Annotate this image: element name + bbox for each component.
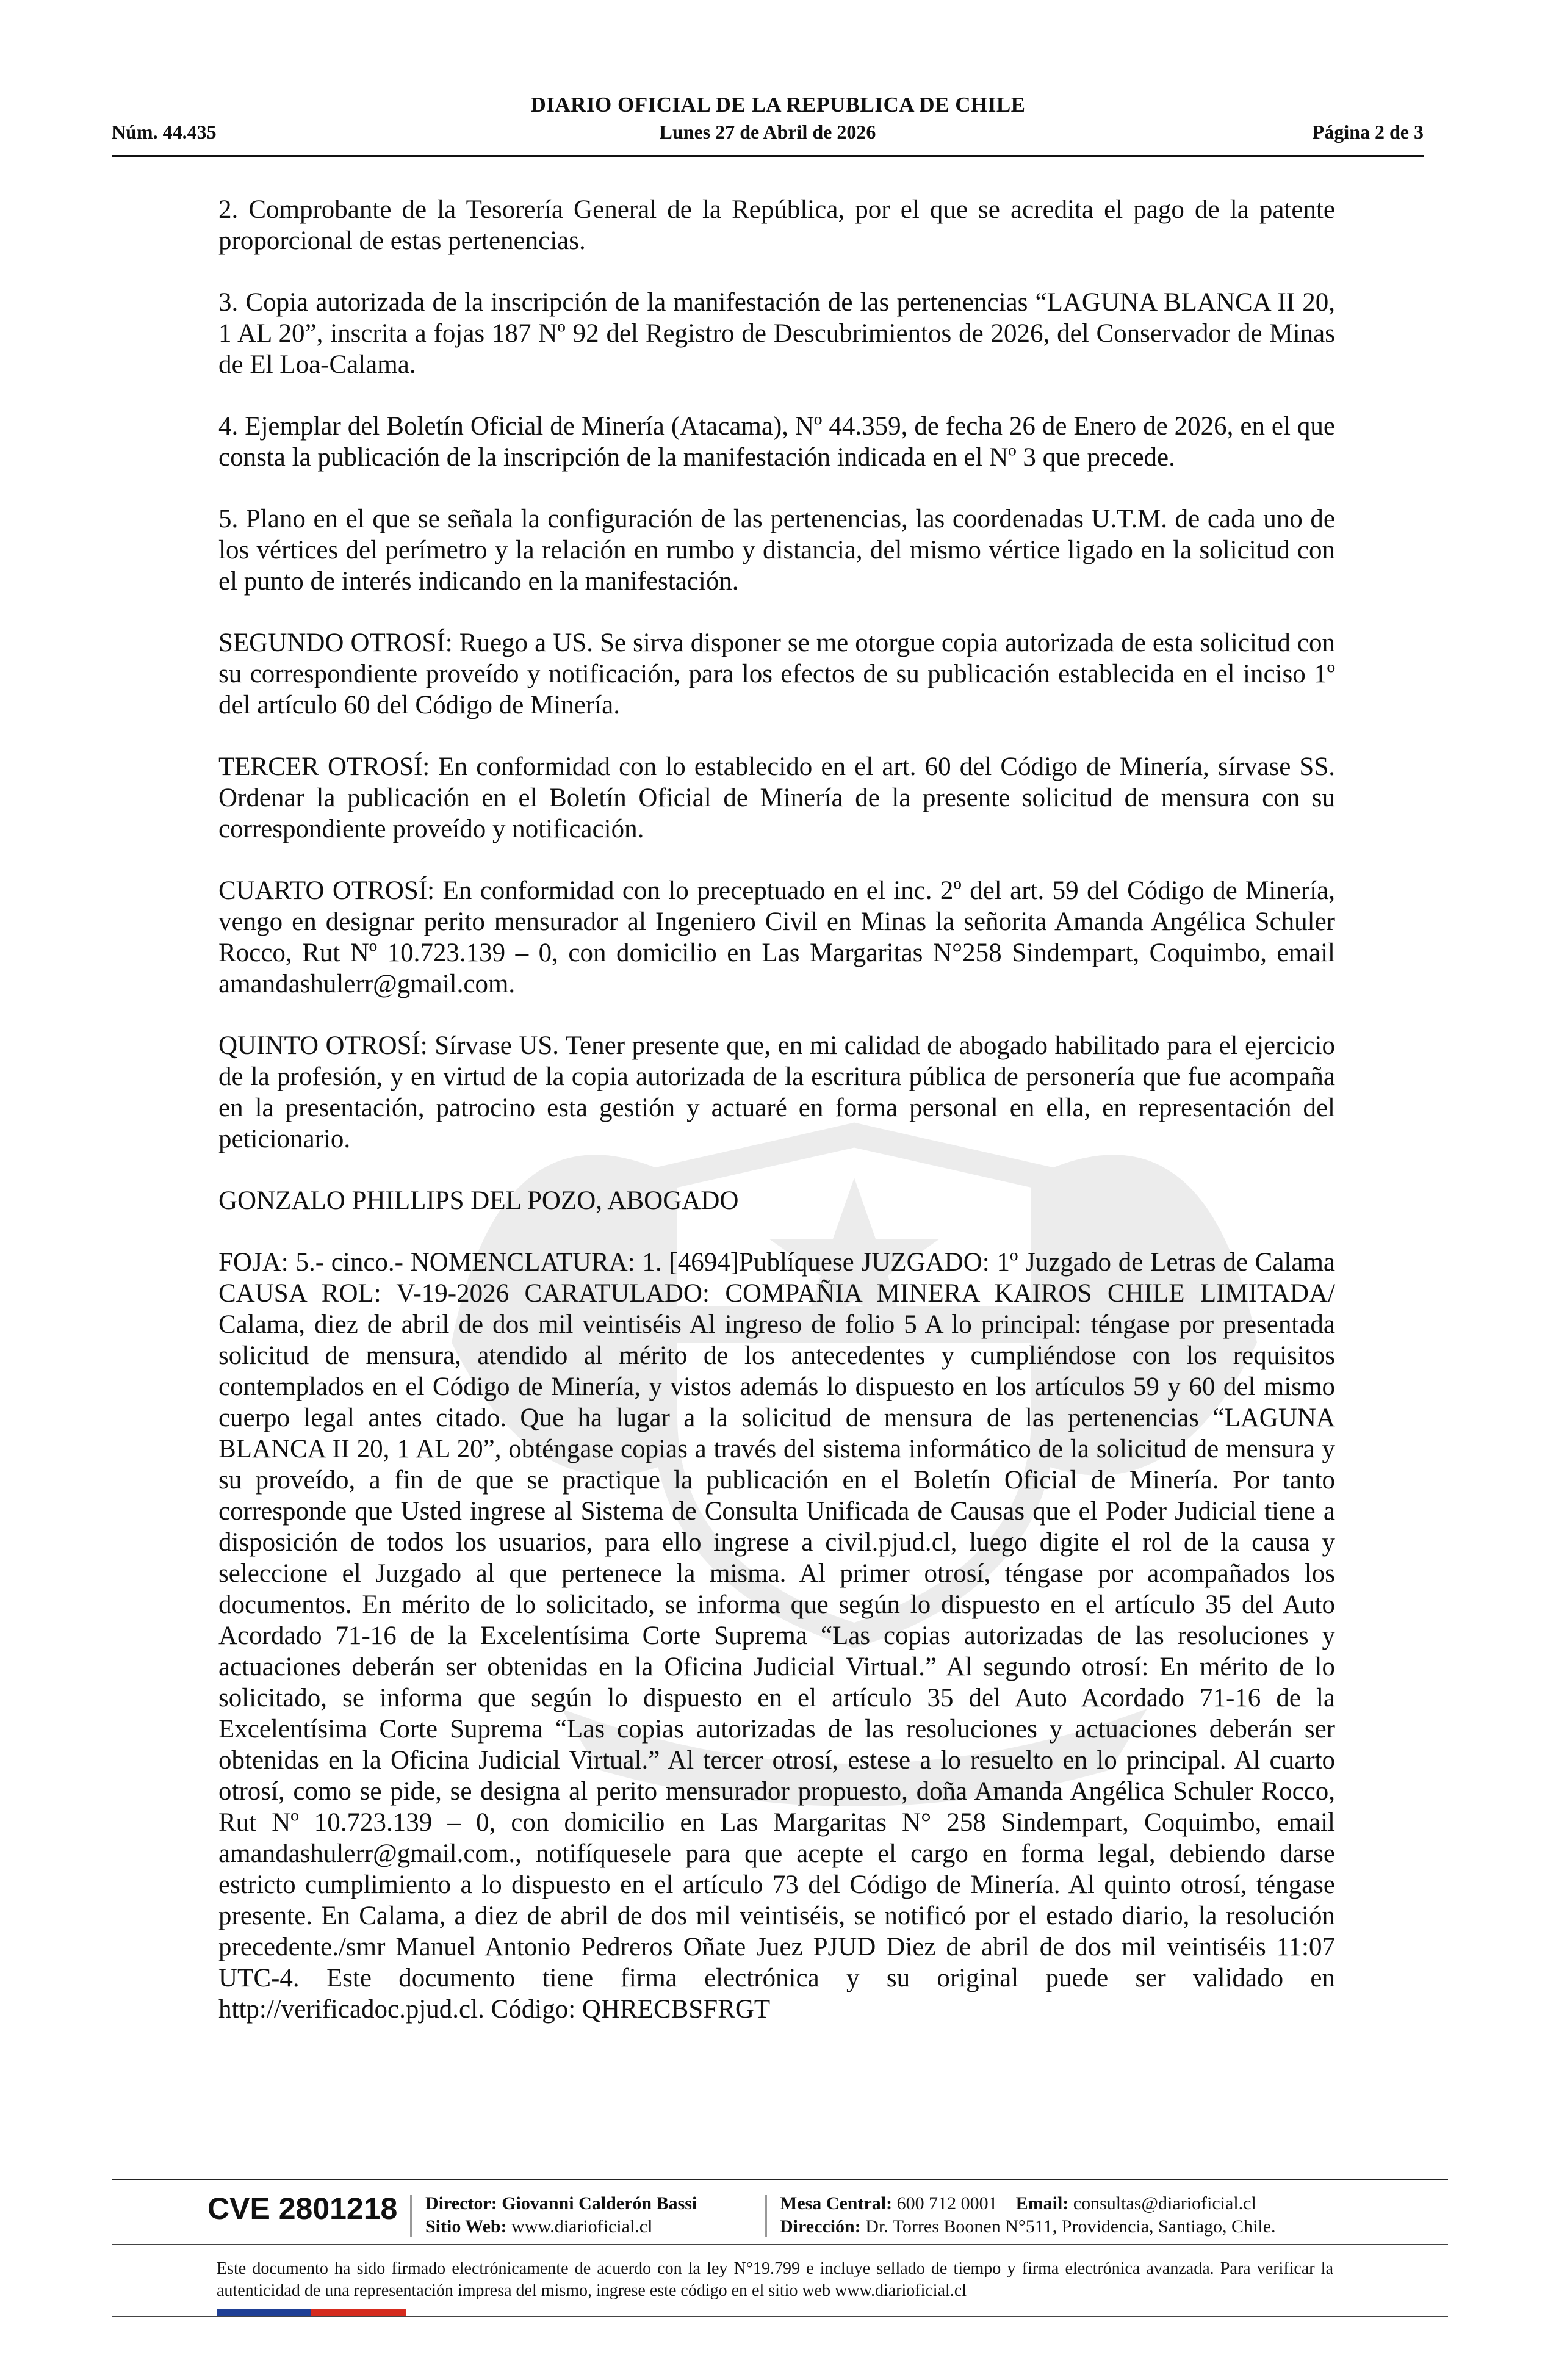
issue-number: Núm. 44.435 bbox=[112, 121, 217, 143]
page-indicator: Página 2 de 3 bbox=[1312, 121, 1424, 143]
director-label: Director: bbox=[425, 2193, 497, 2213]
document-body bbox=[218, 194, 1335, 2025]
paragraph-item-2: 2. Comprobante de la Tesorería General de la República, por el que se acredita el pago de la patente proporcional de estas pertenencias. bbox=[218, 195, 1335, 255]
flag-red-segment bbox=[311, 2309, 406, 2316]
header-row bbox=[112, 121, 1424, 148]
address-text: Dr. Torres Boonen N°511, Providencia, Santiago, Chile. bbox=[865, 2216, 1276, 2237]
site-label: Sitio Web: bbox=[425, 2216, 507, 2237]
newspaper-title: DIARIO OFICIAL DE LA REPUBLICA DE CHILE bbox=[530, 93, 1026, 117]
footer-divider-middle bbox=[112, 2244, 1448, 2245]
paragraph-segundo-otrosi: SEGUNDO OTROSÍ: Ruego a US. Se sirva disponer se me otorgue copia autorizada de esta solicitud con su correspondiente proveído y notificación, para los efectos de su publicación establecida en el inciso 1º del artículo 60 del Código de Minería. bbox=[218, 629, 1335, 719]
footer-contact-block bbox=[780, 2192, 1276, 2238]
footer-divider-top bbox=[112, 2179, 1448, 2180]
email-label: Email: bbox=[1015, 2193, 1069, 2213]
footer-legal-note: Este documento ha sido firmado electrónicamente de acuerdo con la ley N°19.799 e incluye sellado de tiempo y firma electrónica avanzada. Para verificar la autenticidad de una representación impresa del mismo, ingrese este código en el sitio web www.diarioficial.cl bbox=[217, 2259, 1333, 2300]
phone-label: Mesa Central: bbox=[780, 2193, 893, 2213]
footer-separator bbox=[410, 2195, 412, 2237]
court-resolution: FOJA: 5.- cinco.- NOMENCLATURA: 1. [4694]Publíquese JUZGADO: 1º Juzgado de Letras de Calama CAUSA ROL: V-19-2026 CARATULADO: COMPAÑIA MINERA KAIROS CHILE LIMITADA/ Calama, diez de abril de dos mil veintiséis Al ingreso de folio 5 A lo principal: téngase por presentada solicitud de mensura, atendido al mérito de los antecedentes y cumpliéndose con los requisitos contemplados en el Código de Minería, y vistos además lo dispuesto en los artículos 59 y 60 del mismo cuerpo legal antes citado. Que ha lugar a la solicitud de mensura de las pertenencias “LAGUNA BLANCA II 20, 1 AL 20”, obténgase copias a través del sistema informático de la solicitud de mensura y su proveído, a fin de que se practique la publicación en el Boletín Oficial de Minería. Por tanto corresponde que Usted ingrese al Sistema de Consulta Unificada de Causas que el Poder Judicial tiene a disposición de todos los usuarios, para ello ingrese a civil.pjud.cl, luego digite el rol de la causa y seleccione el Juzgado al que pertenece la misma. Al primer otrosí, téngase por acompañados los documentos. En mérito de lo solicitado, se informa que según lo dispuesto en el artículo 35 del Auto Acordado 71-16 de la Excelentísima Corte Suprema “Las copias autorizadas de las resoluciones y actuaciones deberán ser obtenidas en la Oficina Judicial Virtual.” Al segundo otrosí: En mérito de lo solicitado, se informa que según lo dispuesto en el artículo 35 del Auto Acordado 71-16 de la Excelentísima Corte Suprema “Las copias autorizadas de las resoluciones y actuaciones deberán ser obtenidas en la Oficina Judicial Virtual.” Al tercer otrosí, estese a lo resuelto en lo principal. Al cuarto otrosí, como se pide, se designa al perito mensurador propuesto, doña Amanda Angélica Schuler Rocco, Rut Nº 10.723.139 – 0, con domicilio en Las Margaritas N° 258 Sindempart, Coquimbo, email amandashulerr@gmail.com., notifíquesele para que acepte el cargo en forma legal, debiendo darse estricto cumplimiento a lo dispuesto en el artículo 73 del Código de Minería. Al quinto otrosí, téngase presente. En Calama, a diez de abril de dos mil veintiséis, se notificó por el estado diario, la resolución precedente./smr Manuel Antonio Pedreros Oñate Juez PJUD Diez de abril de dos mil veintiséis 11:07 UTC-4. Este documento tiene firma electrónica y su original puede ser validado en http://verificadoc.pjud.cl. Código: QHRECBSFRGT bbox=[218, 1248, 1335, 2024]
paragraph-item-5: 5. Plano en el que se señala la configuración de las pertenencias, las coordenadas U.T.M. de cada uno de los vértices del perímetro y la relación en rumbo y distancia, del mismo vértice ligado en la solicitud con el punto de interés indicando en la manifestación. bbox=[218, 505, 1335, 596]
footer-divider-bottom bbox=[112, 2316, 1448, 2317]
header-divider bbox=[112, 155, 1424, 157]
phone-number: 600 712 0001 bbox=[896, 2193, 998, 2213]
issue-date: Lunes 27 de Abril de 2026 bbox=[659, 121, 876, 143]
footer-separator bbox=[765, 2195, 767, 2237]
paragraph-cuarto-otrosi: CUARTO OTROSÍ: En conformidad con lo preceptuado en el inc. 2º del art. 59 del Código de Minería, vengo en designar perito mensurador al Ingeniero Civil en Minas la señorita Amanda Angélica Schuler Rocco, Rut Nº 10.723.139 – 0, con domicilio en Las Margaritas N°258 Sindempart, Coquimbo, email amandashulerr@gmail.com. bbox=[218, 876, 1335, 998]
signature-line: GONZALO PHILLIPS DEL POZO, ABOGADO bbox=[218, 1186, 739, 1215]
paragraph-tercer-otrosi: TERCER OTROSÍ: En conformidad con lo establecido en el art. 60 del Código de Minería, sírvase SS. Ordenar la publicación en el Boletín Oficial de Minería de la presente solicitud de mensura con su correspondiente proveído y notificación. bbox=[218, 752, 1335, 843]
flag-color-bar bbox=[217, 2309, 406, 2316]
paragraph-item-3: 3. Copia autorizada de la inscripción de la manifestación de las pertenencias “LAGUNA BLANCA II 20, 1 AL 20”, inscrita a fojas 187 Nº 92 del Registro de Descubrimientos de 2026, del Conservador de Minas de El Loa-Calama. bbox=[218, 288, 1335, 379]
site-link[interactable]: www.diarioficial.cl bbox=[511, 2216, 653, 2237]
flag-blue-segment bbox=[217, 2309, 311, 2316]
footer-director-block bbox=[425, 2192, 697, 2238]
address-label: Dirección: bbox=[780, 2216, 861, 2237]
paragraph-item-4: 4. Ejemplar del Boletín Oficial de Minería (Atacama), Nº 44.359, de fecha 26 de Enero de 2026, en el que consta la publicación de la inscripción de la manifestación indicada en el Nº 3 que precede. bbox=[218, 412, 1335, 472]
email-link[interactable]: consultas@diarioficial.cl bbox=[1073, 2193, 1256, 2213]
cve-code: CVE 2801218 bbox=[207, 2191, 398, 2226]
director-name: Giovanni Calderón Bassi bbox=[502, 2193, 697, 2213]
paragraph-quinto-otrosi: QUINTO OTROSÍ: Sírvase US. Tener presente que, en mi calidad de abogado habilitado para el ejercicio de la profesión, y en virtud de la copia autorizada de la escritura pública de personería que fue acompaña en la presentación, patrocino esta gestión y actuaré en forma personal en ella, en representación del peticionario. bbox=[218, 1031, 1335, 1153]
